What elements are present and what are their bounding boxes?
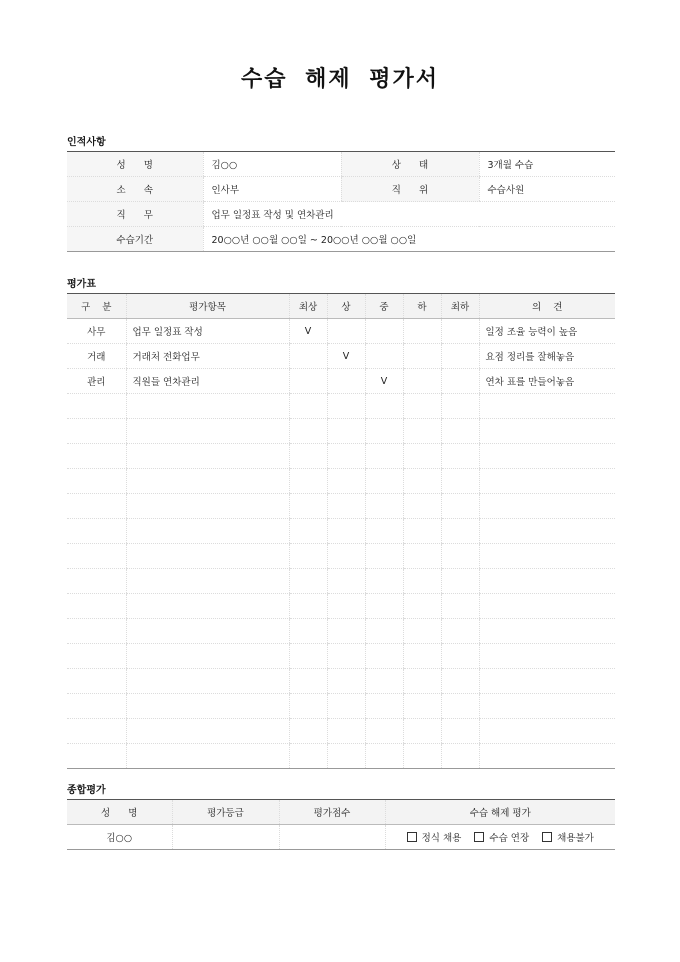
grade-cell — [327, 419, 365, 444]
evaluation-row — [67, 569, 615, 594]
grade-cell — [289, 619, 327, 644]
grade-cell — [441, 619, 479, 644]
category-cell: 관리 — [67, 369, 126, 394]
opinion-cell — [479, 744, 615, 769]
summary-header-row — [67, 800, 615, 825]
grade-cell — [365, 344, 403, 369]
opinion-cell — [479, 569, 615, 594]
grade-cell — [403, 719, 441, 744]
grade-cell — [327, 544, 365, 569]
opinion-header: 의 견 — [479, 294, 615, 319]
grade-cell — [365, 444, 403, 469]
checkbox-icon[interactable] — [542, 832, 552, 842]
item-cell — [126, 469, 289, 494]
item-cell — [126, 494, 289, 519]
grade-cell — [441, 719, 479, 744]
name-label: 성 명 — [67, 152, 203, 177]
grade-cell — [441, 519, 479, 544]
category-header: 구 분 — [67, 294, 126, 319]
summary-name-header: 성 명 — [67, 800, 172, 825]
item-header: 평가항목 — [126, 294, 289, 319]
grade-cell — [365, 619, 403, 644]
grade-cell — [403, 694, 441, 719]
category-cell — [67, 444, 126, 469]
item-cell — [126, 694, 289, 719]
category-cell — [67, 694, 126, 719]
grade-cell — [403, 644, 441, 669]
opinion-cell — [479, 394, 615, 419]
grade-cell — [441, 344, 479, 369]
grade-cell — [365, 419, 403, 444]
grade-cell — [289, 344, 327, 369]
item-cell — [126, 619, 289, 644]
grade-cell — [327, 519, 365, 544]
evaluation-row — [67, 719, 615, 744]
status-value: 3개월 수습 — [479, 152, 615, 177]
item-cell — [126, 444, 289, 469]
grade-cell — [441, 444, 479, 469]
grade-cell — [289, 644, 327, 669]
evaluation-row — [67, 519, 615, 544]
checkbox-icon[interactable] — [474, 832, 484, 842]
grade-good-header: 상 — [327, 294, 365, 319]
summary-score-header: 평가점수 — [279, 800, 385, 825]
grade-cell — [289, 594, 327, 619]
summary-decision-header: 수습 해제 평가 — [385, 800, 615, 825]
category-cell — [67, 569, 126, 594]
grade-cell — [441, 419, 479, 444]
position-value: 수습사원 — [479, 177, 615, 202]
grade-cell — [403, 744, 441, 769]
grade-cell — [441, 669, 479, 694]
grade-cell — [441, 744, 479, 769]
grade-cell — [327, 694, 365, 719]
document-title: 수습 해제 평가서 — [240, 67, 440, 92]
evaluation-row — [67, 644, 615, 669]
grade-cell — [365, 519, 403, 544]
item-cell — [126, 544, 289, 569]
grade-cell — [289, 669, 327, 694]
opinion-cell: 일정 조율 능력이 높음 — [479, 319, 615, 344]
grade-best-header: 최상 — [289, 294, 327, 319]
item-cell: 업무 일정표 작성 — [126, 319, 289, 344]
grade-cell — [441, 544, 479, 569]
grade-cell — [441, 319, 479, 344]
grade-cell — [289, 419, 327, 444]
category-cell — [67, 494, 126, 519]
option-not-hired[interactable] — [542, 830, 594, 844]
info-row — [67, 202, 615, 227]
probation-period-value: 20○○년 ○○월 ○○일 ~ 20○○년 ○○월 ○○일 — [203, 227, 615, 252]
item-cell — [126, 669, 289, 694]
grade-cell — [403, 519, 441, 544]
evaluation-row — [67, 619, 615, 644]
grade-cell — [441, 494, 479, 519]
opinion-cell — [479, 419, 615, 444]
grade-cell — [289, 519, 327, 544]
grade-cell — [403, 319, 441, 344]
grade-cell — [441, 394, 479, 419]
duty-label: 직 무 — [67, 202, 203, 227]
grade-cell: V — [365, 369, 403, 394]
status-label: 상 태 — [341, 152, 479, 177]
summary-section-title: 종합평가 — [67, 785, 106, 796]
grade-cell — [365, 394, 403, 419]
grade-cell — [365, 544, 403, 569]
opinion-cell — [479, 644, 615, 669]
grade-cell — [327, 469, 365, 494]
evaluation-row — [67, 594, 615, 619]
category-cell — [67, 519, 126, 544]
position-label: 직 위 — [341, 177, 479, 202]
grade-cell — [327, 369, 365, 394]
grade-cell — [403, 619, 441, 644]
item-cell — [126, 644, 289, 669]
opinion-cell — [479, 544, 615, 569]
item-cell — [126, 744, 289, 769]
grade-cell — [403, 394, 441, 419]
category-cell — [67, 594, 126, 619]
summary-table — [67, 799, 615, 850]
category-cell — [67, 469, 126, 494]
category-cell: 거래 — [67, 344, 126, 369]
evaluation-row — [67, 744, 615, 769]
evaluation-header-row — [67, 294, 615, 319]
info-row — [67, 177, 615, 202]
evaluation-row — [67, 419, 615, 444]
grade-cell — [403, 444, 441, 469]
grade-cell — [289, 569, 327, 594]
grade-cell — [289, 719, 327, 744]
grade-cell — [289, 494, 327, 519]
grade-average-header: 중 — [365, 294, 403, 319]
opinion-cell — [479, 719, 615, 744]
personal-info-table — [67, 151, 615, 252]
item-cell — [126, 719, 289, 744]
evaluation-section-title: 평가표 — [67, 279, 96, 290]
grade-cell — [403, 494, 441, 519]
opinion-cell — [479, 469, 615, 494]
grade-cell — [327, 669, 365, 694]
grade-cell — [365, 669, 403, 694]
department-label: 소 속 — [67, 177, 203, 202]
opinion-cell — [479, 519, 615, 544]
grade-cell — [441, 569, 479, 594]
grade-cell — [365, 494, 403, 519]
item-cell — [126, 394, 289, 419]
summary-row — [67, 825, 615, 850]
opinion-cell — [479, 594, 615, 619]
item-cell — [126, 569, 289, 594]
category-cell — [67, 744, 126, 769]
grade-cell — [289, 544, 327, 569]
evaluation-row — [67, 444, 615, 469]
category-cell — [67, 619, 126, 644]
grade-cell — [289, 694, 327, 719]
evaluation-row — [67, 469, 615, 494]
grade-cell — [289, 469, 327, 494]
category-cell — [67, 719, 126, 744]
evaluation-row — [67, 344, 615, 369]
grade-cell — [365, 469, 403, 494]
grade-cell — [365, 694, 403, 719]
evaluation-row — [67, 494, 615, 519]
checkbox-icon[interactable] — [407, 832, 417, 842]
grade-cell — [365, 569, 403, 594]
grade-cell — [365, 594, 403, 619]
evaluation-row — [67, 544, 615, 569]
opinion-cell — [479, 694, 615, 719]
grade-cell — [327, 494, 365, 519]
grade-cell — [327, 319, 365, 344]
category-cell — [67, 394, 126, 419]
opinion-cell — [479, 444, 615, 469]
grade-cell — [327, 594, 365, 619]
grade-cell: V — [327, 344, 365, 369]
grade-cell — [365, 644, 403, 669]
grade-cell — [327, 644, 365, 669]
grade-cell — [403, 594, 441, 619]
info-row — [67, 227, 615, 252]
option-label: 정식 채용 — [421, 832, 462, 844]
item-cell: 직원들 연차관리 — [126, 369, 289, 394]
evaluation-row — [67, 319, 615, 344]
grade-cell — [289, 369, 327, 394]
summary-name-value: 김○○ — [106, 833, 133, 844]
summary-decision-options — [385, 825, 615, 850]
opinion-cell — [479, 494, 615, 519]
opinion-cell: 연차 표를 만들어놓음 — [479, 369, 615, 394]
evaluation-row — [67, 369, 615, 394]
summary-grade-value[interactable] — [172, 825, 279, 850]
evaluation-row — [67, 694, 615, 719]
grade-cell — [327, 394, 365, 419]
info-row — [67, 152, 615, 177]
evaluation-row — [67, 669, 615, 694]
item-cell: 거래처 전화업무 — [126, 344, 289, 369]
grade-worst-header: 최하 — [441, 294, 479, 319]
grade-cell — [441, 694, 479, 719]
evaluation-row — [67, 394, 615, 419]
grade-cell — [365, 319, 403, 344]
category-cell — [67, 669, 126, 694]
opinion-cell: 요점 정리를 잘해놓음 — [479, 344, 615, 369]
grade-cell — [327, 569, 365, 594]
grade-cell — [441, 369, 479, 394]
option-regular-hire[interactable] — [407, 830, 462, 844]
grade-cell: V — [289, 319, 327, 344]
category-cell — [67, 419, 126, 444]
grade-cell — [441, 469, 479, 494]
grade-cell — [403, 419, 441, 444]
grade-cell — [441, 594, 479, 619]
grade-cell — [403, 469, 441, 494]
evaluation-table — [67, 293, 615, 769]
grade-cell — [289, 444, 327, 469]
option-extend-probation[interactable] — [474, 830, 529, 844]
category-cell — [67, 644, 126, 669]
grade-cell — [289, 394, 327, 419]
duty-value: 업무 일정표 작성 및 연차관리 — [203, 202, 615, 227]
grade-cell — [365, 719, 403, 744]
grade-cell — [403, 569, 441, 594]
category-cell — [67, 544, 126, 569]
department-value: 인사부 — [203, 177, 341, 202]
item-cell — [126, 419, 289, 444]
grade-cell — [327, 744, 365, 769]
grade-cell — [289, 744, 327, 769]
summary-grade-header: 평가등급 — [172, 800, 279, 825]
option-label: 채용불가 — [557, 832, 594, 844]
grade-cell — [327, 444, 365, 469]
grade-cell — [327, 619, 365, 644]
probation-period-label: 수습기간 — [67, 227, 203, 252]
grade-cell — [403, 544, 441, 569]
item-cell — [126, 594, 289, 619]
opinion-cell — [479, 619, 615, 644]
option-label: 수습 연장 — [489, 832, 530, 844]
opinion-cell — [479, 669, 615, 694]
grade-cell — [403, 369, 441, 394]
category-cell: 사무 — [67, 319, 126, 344]
grade-cell — [441, 644, 479, 669]
grade-cell — [327, 719, 365, 744]
grade-cell — [365, 744, 403, 769]
item-cell — [126, 519, 289, 544]
grade-cell — [403, 669, 441, 694]
personal-info-section-title: 인적사항 — [67, 137, 106, 148]
grade-poor-header: 하 — [403, 294, 441, 319]
grade-cell — [403, 344, 441, 369]
name-value: 김○○ — [203, 152, 341, 177]
summary-score-value[interactable] — [279, 825, 385, 850]
